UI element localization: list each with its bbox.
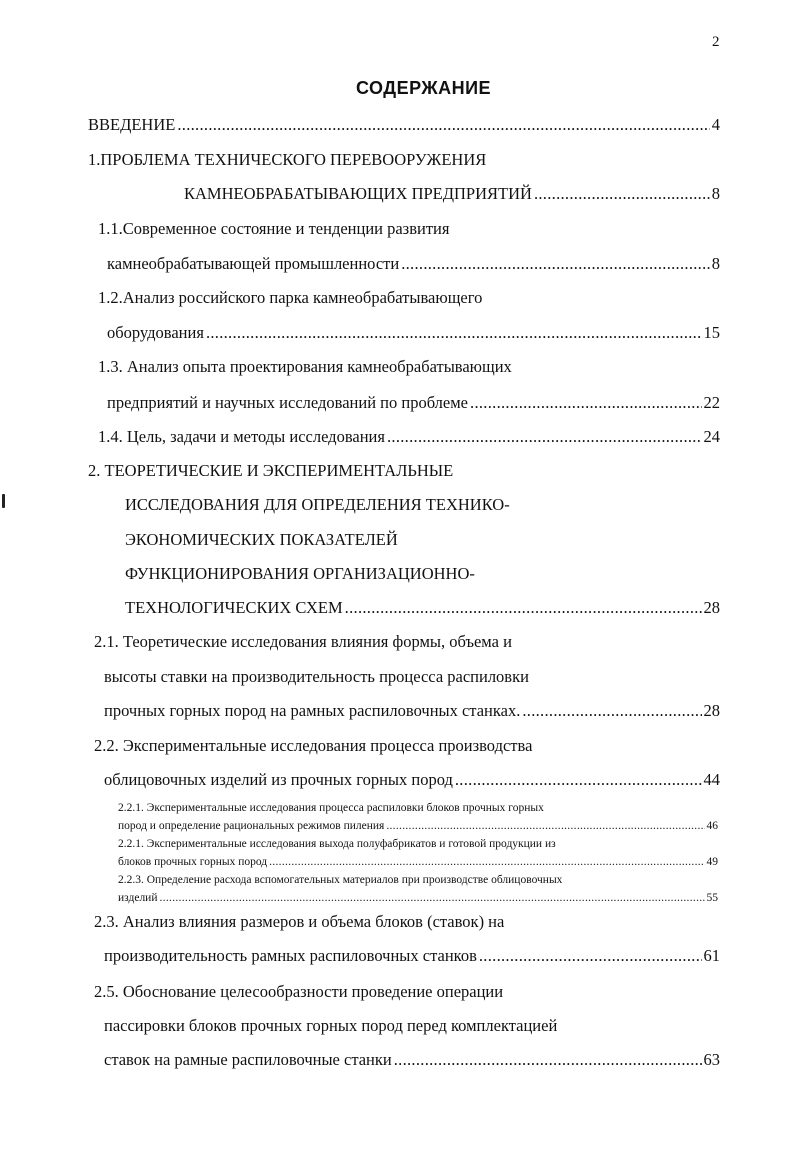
toc-entry-title: 2.2.3. Определение расхода вспомогательных материалов при производстве облицовочных (118, 874, 563, 886)
toc-entry-title-cont: ФУНКЦИОНИРОВАНИЯ ОРГАНИЗАЦИОННО- (125, 564, 475, 583)
toc-entry-title-cont: КАМНЕОБРАБАТЫВАЮЩИХ ПРЕДПРИЯТИЙ (184, 184, 532, 203)
toc-page-number: 22 (703, 393, 720, 412)
toc-entry-title-cont: ставок на рамные распиловочные станки (104, 1050, 392, 1069)
toc-leader-dots (401, 254, 710, 274)
toc-page-number: 28 (703, 598, 720, 617)
toc-entry-title-cont: ТЕХНОЛОГИЧЕСКИХ СХЕМ (125, 598, 343, 617)
toc-entry-title-cont: изделий (118, 892, 158, 904)
toc-entry-title-cont: камнеобрабатывающей промышленности (107, 254, 400, 273)
toc-entry-title: 2.1. Теоретические исследования влияния формы, объема и (94, 632, 512, 651)
toc-entry-title: 2.3. Анализ влияния размеров и объема блоков (ставок) на (94, 912, 505, 931)
toc-entry-title-cont: пассировки блоков прочных горных пород перед комплектацией (104, 1016, 558, 1035)
toc-page-number: 4 (711, 115, 720, 134)
toc-entry-title: ВВЕДЕНИЕ (88, 115, 176, 134)
toc-entry-title-cont: прочных горных пород на рамных распиловочных станках. (104, 701, 521, 720)
toc-leader-dots (345, 598, 702, 618)
page-title: СОДЕРЖАНИЕ (355, 78, 492, 98)
margin-mark (2, 494, 5, 508)
toc-page-number: 8 (711, 184, 720, 203)
toc-entry-title: 2.2.1. Экспериментальные исследования выхода полуфабрикатов и готовой продукции из (118, 838, 556, 850)
page-number: 2 (712, 34, 720, 50)
toc-leader-dots (479, 946, 702, 966)
toc-entry-title: 2. ТЕОРЕТИЧЕСКИЕ И ЭКСПЕРИМЕНТАЛЬНЫЕ (88, 461, 454, 480)
toc-leader-dots (394, 1050, 702, 1070)
toc-page-number: 55 (706, 892, 718, 904)
toc-entry-title-cont: облицовочных изделий из прочных горных пород (104, 770, 453, 789)
toc-page-number: 8 (711, 254, 720, 273)
toc-entry-title: 1.1.Современное состояние и тенденции развития (98, 219, 450, 238)
toc-entry-title: 2.2.1. Экспериментальные исследования процесса распиловки блоков прочных горных (118, 802, 544, 814)
toc-entry-title: 1.4. Цель, задачи и методы исследования (98, 427, 385, 446)
toc-page-number: 44 (703, 770, 720, 789)
toc-entry-title: 1.2.Анализ российского парка камнеобрабатывающего (98, 288, 483, 307)
toc-entry-title-cont: предприятий и научных исследований по проблеме (107, 393, 469, 412)
toc-page-number: 28 (703, 701, 720, 720)
toc-entry-title: 2.2. Экспериментальные исследования процесса производства (94, 736, 533, 755)
toc-entry-title-cont: ЭКОНОМИЧЕСКИХ ПОКАЗАТЕЛЕЙ (125, 530, 398, 549)
toc-leader-dots (206, 323, 702, 343)
toc-entry-title-cont: пород и определение рациональных режимов пиления (118, 820, 385, 832)
toc-page-number: 61 (703, 946, 720, 965)
toc-leader-dots (534, 184, 710, 204)
toc-leader-dots (455, 770, 702, 790)
toc-entry-title: 1.3. Анализ опыта проектирования камнеобрабатывающих (98, 357, 512, 376)
toc-entry-title-cont: ИССЛЕДОВАНИЯ ДЛЯ ОПРЕДЕЛЕНИЯ ТЕХНИКО- (125, 495, 510, 514)
toc-entry-title: 2.5. Обоснование целесообразности проведение операции (94, 982, 504, 1001)
toc-page-number: 63 (703, 1050, 720, 1069)
toc-entry-title-cont: блоков прочных горных пород (118, 856, 268, 868)
toc-leader-dots (177, 115, 709, 135)
toc-leader-dots (470, 393, 701, 413)
toc-entry-title-cont: высоты ставки на производительность процесса распиловки (104, 667, 529, 686)
toc-page-number: 49 (706, 856, 718, 868)
toc-page-number: 24 (703, 427, 720, 446)
toc-page-number: 46 (706, 820, 718, 832)
toc-leader-dots (387, 427, 702, 447)
toc-entry-title: 1.ПРОБЛЕМА ТЕХНИЧЕСКОГО ПЕРЕВООРУЖЕНИЯ (88, 150, 487, 169)
toc-entry-title-cont: производительность рамных распиловочных станков (104, 946, 477, 965)
toc-leader-dots (522, 701, 701, 721)
toc-page-number: 15 (703, 323, 720, 342)
toc-entry-title-cont: оборудования (107, 323, 204, 342)
toc-leader-dots (386, 820, 704, 832)
toc-leader-dots (160, 892, 705, 904)
toc-leader-dots (269, 856, 704, 868)
